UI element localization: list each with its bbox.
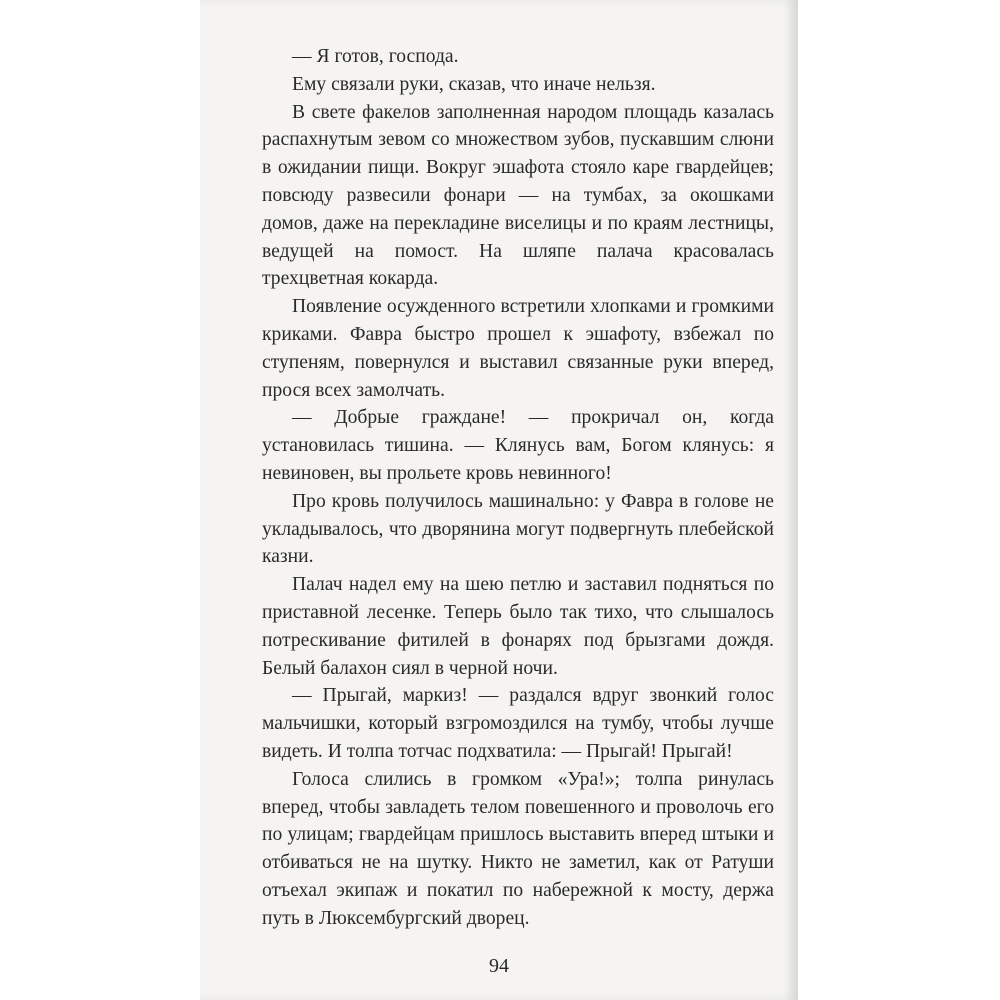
paragraph: Появление осужденного встретили хлопками и громкими криками. Фавра быстро прошел к эшафоту, взбежал по ступеням, повернулся и выставил связанные руки вперед, прося всех замолчать.: [262, 296, 774, 401]
paragraph: — Я готов, господа.: [292, 46, 459, 67]
paragraph: В свете факелов заполненная народом площадь казалась распахнутым зевом со множеством зубов, пускавшим слюни в ожидании пищи. Вокруг эшафота стояло каре гвардейцев; повсюду развесили фонари — на тумбах, за окошками домов, даже на перекладине виселицы и по краям лестницы, ведущей на помост. На шляпе палача красовалась трехцветная кокарда.: [262, 101, 774, 290]
paragraph: Ему связали руки, сказав, что иначе нельзя.: [292, 73, 656, 95]
paragraph: Про кровь получилось машинально: у Фавра в голове не укладывалось, что дворянина могут подвергнуть плебейской казни.: [262, 490, 774, 568]
page-number: 94: [489, 955, 509, 977]
paragraph: — Прыгай, маркиз! — раздался вдруг звонкий голос мальчишки, который взгромоздился на тумбу, чтобы лучше видеть. И толпа тотчас подхватила: — Прыгай! Прыгай!: [262, 685, 774, 762]
book-page: [200, 0, 798, 1000]
paragraph: Палач надел ему на шею петлю и заставил подняться по приставной лесенке. Теперь было так тихо, что слышалось потрескивание фитилей в фонарях под брызгами дождя. Белый балахон сиял в черной ночи.: [262, 574, 774, 679]
body-text: [262, 43, 774, 933]
paragraph: — Добрые граждане! — прокричал он, когда установилась тишина. — Клянусь вам, Богом клянусь: я невиновен, вы прольете кровь невинного!: [262, 407, 774, 484]
paragraph: Голоса слились в громком «Ура!»; толпа ринулась вперед, чтобы завладеть телом повешенного и проволочь его по улицам; гвардейцам пришлось выставить вперед штыки и отбиваться не на шутку. Никто не заметил, как от Ратуши отъехал экипаж и покатил по набережной к мосту, держа путь в Люксембургский дворец.: [262, 768, 774, 929]
